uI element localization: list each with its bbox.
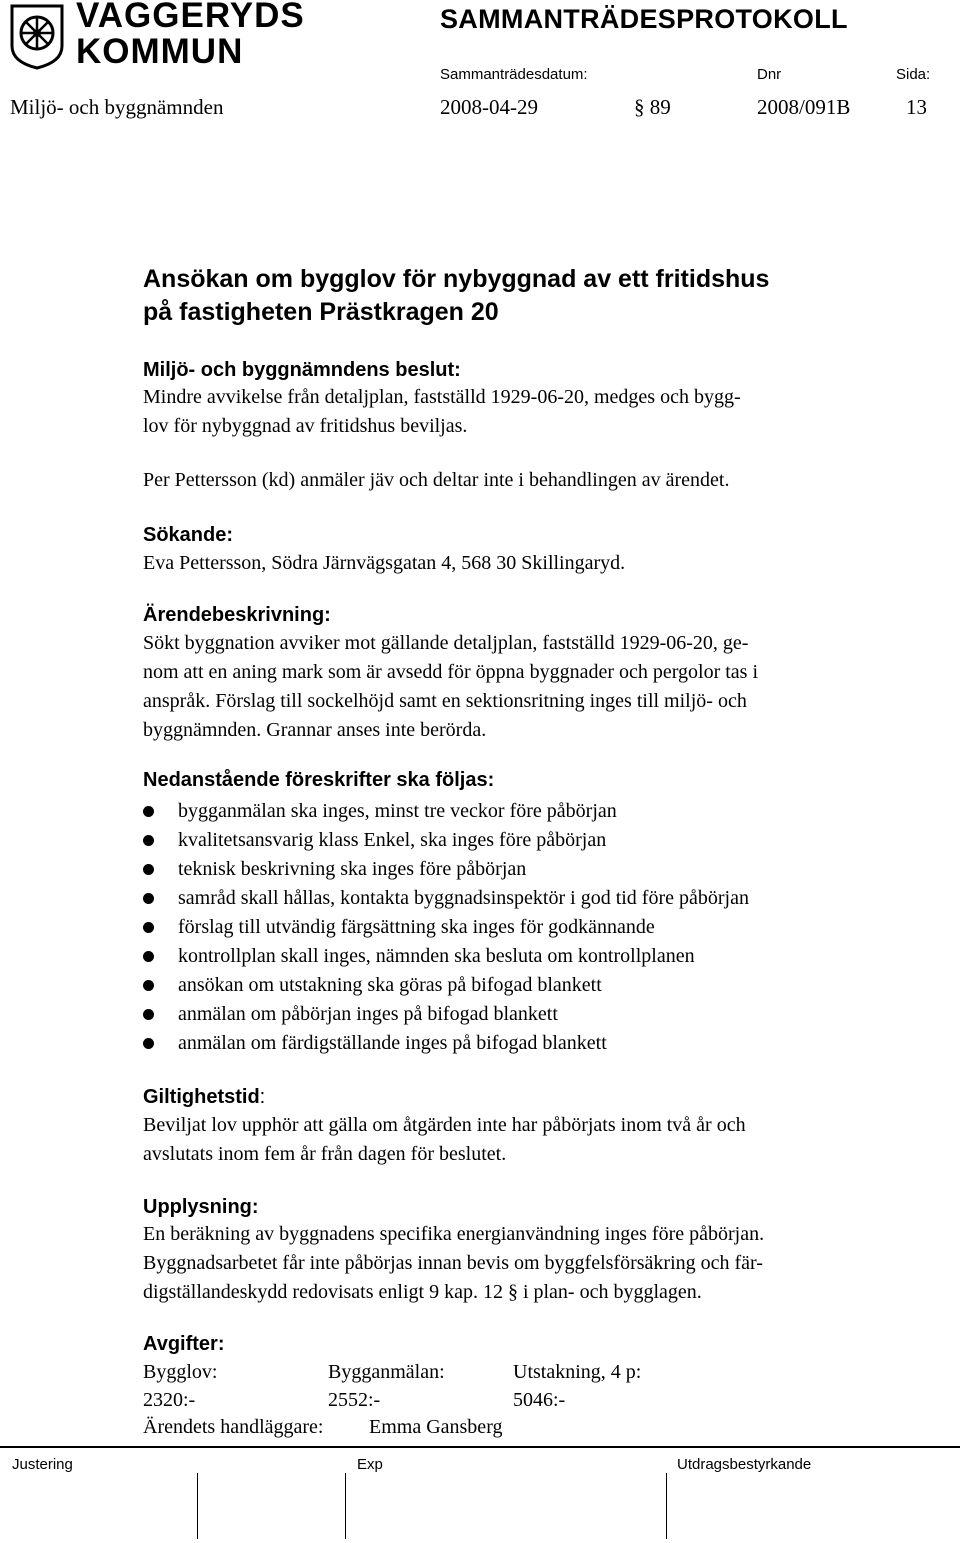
list-item xyxy=(143,971,749,1000)
signature-divider xyxy=(197,1473,198,1539)
validity-line: avslutats inom fem år från dagen för beslutet. xyxy=(143,1143,507,1165)
date-label: Sammanträdesdatum: xyxy=(440,66,588,83)
list-item xyxy=(143,1029,749,1058)
fee-label-utstakning: Utstakning, 4 p: xyxy=(513,1361,642,1383)
case-description-line: anspråk. Förslag till sockelhöjd samt en sektionsritning inges till miljö- och xyxy=(143,690,747,712)
page-number: 13 xyxy=(906,95,927,119)
list-item xyxy=(143,1000,749,1029)
list-item xyxy=(143,855,749,884)
case-number: 2008/091B xyxy=(757,95,851,119)
title-line-2: på fastigheten Prästkragen 20 xyxy=(143,298,499,326)
meeting-date: 2008-04-29 xyxy=(440,95,538,119)
signature-divider xyxy=(345,1473,346,1539)
logo-line-1: VAGGERYDS xyxy=(76,0,305,35)
list-item-text: kontrollplan skall inges, nämnden ska besluta om kontrollplanen xyxy=(178,945,695,967)
case-description-line: Sökt byggnation avviker mot gällande detaljplan, fastställd 1929-06-20, ge- xyxy=(143,632,749,654)
decision-heading: Miljö- och byggnämndens beslut: xyxy=(143,359,461,381)
fee-value-bygglov: 2320:- xyxy=(143,1389,196,1411)
case-description-line: byggnämnden. Grannar anses inte berörda. xyxy=(143,719,487,741)
regulations-list xyxy=(143,797,749,1058)
signature-divider xyxy=(666,1473,667,1539)
list-item-text: anmälan om påbörjan inges på bifogad blankett xyxy=(178,1003,558,1025)
decision-text xyxy=(143,383,741,441)
validity-text xyxy=(143,1111,746,1169)
municipality-logo xyxy=(76,0,305,70)
list-item xyxy=(143,797,749,826)
bullet-icon xyxy=(143,980,154,991)
case-description-text xyxy=(143,629,758,745)
bullet-icon xyxy=(143,893,154,904)
bullet-icon xyxy=(143,951,154,962)
paragraph-number: § 89 xyxy=(634,95,671,119)
list-item-text: anmälan om färdigställande inges på bifogad blankett xyxy=(178,1032,607,1054)
fees-heading: Avgifter: xyxy=(143,1333,225,1355)
validity-heading-text: Giltighetstid xyxy=(143,1086,260,1108)
list-item xyxy=(143,913,749,942)
logo-line-2: KOMMUN xyxy=(76,32,244,71)
list-item-text: bygganmälan ska inges, minst tre veckor före påbörjan xyxy=(178,800,617,822)
bullet-icon xyxy=(143,1038,154,1049)
footer-utdrag-label: Utdragsbestyrkande xyxy=(677,1456,812,1473)
case-handler-name: Emma Gansberg xyxy=(369,1416,503,1438)
page-label: Sida: xyxy=(896,66,931,83)
list-item xyxy=(143,884,749,913)
bullet-icon xyxy=(143,806,154,817)
case-description-line: nom att en aning mark som är avsedd för öppna byggnader och pergolor tas i xyxy=(143,661,759,683)
footer-exp-label: Exp xyxy=(357,1456,383,1473)
validity-line: Beviljat lov upphör att gälla om åtgärden inte har påbörjats inom två år och xyxy=(143,1114,746,1136)
information-line: digställandeskydd redovisats enligt 9 kap. 12 § i plan- och bygglagen. xyxy=(143,1281,702,1303)
information-line: En beräkning av byggnadens specifika energianvändning inges före påbörjan. xyxy=(143,1223,765,1245)
decision-line-1: Mindre avvikelse från detaljplan, fastställd 1929-06-20, medges och bygg- xyxy=(143,386,741,408)
case-handler-label: Ärendets handläggare: xyxy=(143,1416,324,1438)
bullet-icon xyxy=(143,1009,154,1020)
document-title: SAMMANTRÄDESPROTOKOLL xyxy=(440,4,848,34)
applicant-text: Eva Pettersson, Södra Järnvägsgatan 4, 568 30 Skillingaryd. xyxy=(143,552,626,574)
validity-heading xyxy=(143,1084,265,1111)
decision-line-2: lov för nybyggnad av fritidshus beviljas. xyxy=(143,415,468,437)
list-item-text: samråd skall hållas, kontakta byggnadsinspektör i god tid före påbörjan xyxy=(178,887,749,909)
information-text xyxy=(143,1220,764,1307)
fee-label-bygganmalan: Bygganmälan: xyxy=(328,1361,445,1383)
footer-justering-label: Justering xyxy=(12,1456,73,1473)
list-item-text: ansökan om utstakning ska göras på bifogad blankett xyxy=(178,974,602,996)
list-item-text: förslag till utvändig färgsättning ska inges för godkännande xyxy=(178,916,655,938)
page-title xyxy=(143,263,769,329)
fee-label-bygglov: Bygglov: xyxy=(143,1361,218,1383)
municipality-emblem-icon xyxy=(10,4,64,70)
dnr-label: Dnr xyxy=(757,66,782,83)
information-line: Byggnadsarbetet får inte påbörjas innan bevis om byggfelsförsäkring och fär- xyxy=(143,1252,763,1274)
regulations-heading: Nedanstående föreskrifter ska följas: xyxy=(143,769,495,791)
list-item-text: teknisk beskrivning ska inges före påbörjan xyxy=(178,858,527,880)
bullet-icon xyxy=(143,835,154,846)
list-item xyxy=(143,826,749,855)
information-heading: Upplysning: xyxy=(143,1196,259,1218)
list-item-text: kvalitetsansvarig klass Enkel, ska inges före påbörjan xyxy=(178,829,607,851)
list-item xyxy=(143,942,749,971)
bullet-icon xyxy=(143,922,154,933)
bullet-icon xyxy=(143,864,154,875)
title-line-1: Ansökan om bygglov för nybyggnad av ett fritidshus xyxy=(143,265,770,293)
validity-heading-colon: : xyxy=(259,1086,266,1108)
fee-value-utstakning: 5046:- xyxy=(513,1389,566,1411)
fee-value-bygganmalan: 2552:- xyxy=(328,1389,381,1411)
applicant-heading: Sökande: xyxy=(143,524,234,546)
committee-name: Miljö- och byggnämnden xyxy=(10,95,224,119)
disqualification-note: Per Pettersson (kd) anmäler jäv och deltar inte i behandlingen av ärendet. xyxy=(143,469,730,491)
case-description-heading: Ärendebeskrivning: xyxy=(143,604,331,626)
footer-divider xyxy=(0,1446,960,1448)
